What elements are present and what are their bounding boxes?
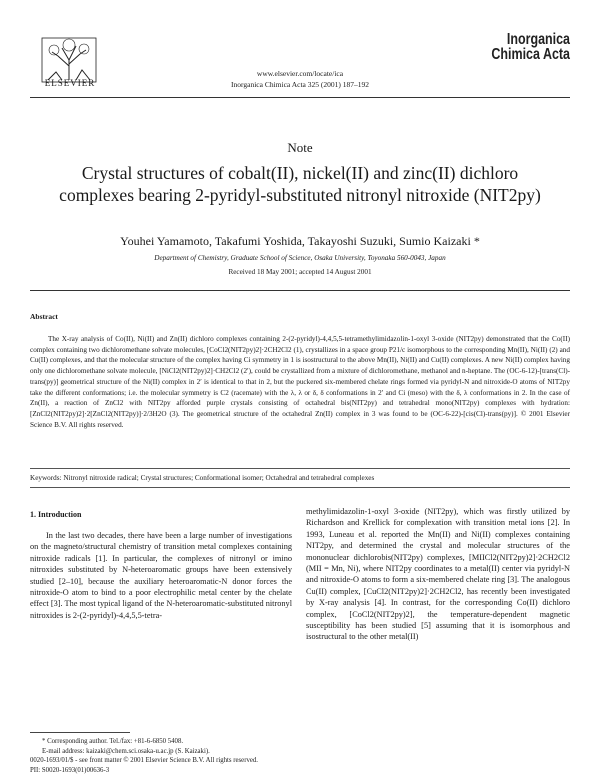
keywords-bottom-rule	[30, 487, 570, 488]
abstract-heading: Abstract	[30, 312, 58, 321]
body-column-right	[306, 506, 570, 643]
keywords-top-rule	[30, 468, 570, 469]
article-affiliation: Department of Chemistry, Graduate School of Science, Osaka University, Toyonaka 560-0043, Japan	[154, 254, 446, 262]
intro-paragraph-left: In the last two decades, there have been a large number of investigations on the magneto/structural chemistry of transition metal complexes containing nitroxide radicals [1]. In particular, the complexes of nitronyl or imino nitroxides substituted by N-heteroaromatic groups have been extensively studied [2–10], because the auxiliary heteroaromatic-N donor forces the nitroxide-O atom to bind to a poor electrophilic metal center by the chelate effect [3]. The most typical ligand of the N-heteroaromatic-substituted nitronyl nitroxides is 2-(2-pyridyl)-4,4,5,5-tetra-	[30, 531, 292, 620]
intro-paragraph-right: methylimidazolin-1-oxyl 3-oxide (NIT2py), which was firstly utilized by Richardson and Krellick for complexation with transition metal ions [2]. In 1993, Luneau et al. reported the Mn(II) and Ni(II) complexes containing NIT2py, and determined the crystal and molecular structures of the mononuclear dichlorobis(NIT2py) complexes, [MIICl2(NIT2py)2]·2CH2Cl2 (MII = Mn, Ni), where NIT2py coordinates to a metal(II) center via pyridyl-N and nitroxide-O atoms to form a six-membered chelate ring [3]. The analogous Cu(II) complex, [CuCl2(NIT2py)2]·2CH2Cl2, has recently been investigated by X-ray analysis [4]. In contrast, for the corresponding Co(II) dichloro complex, [CoCl2(NIT2py)2], the temperature-dependent magnetic susceptibility has been studied [5] assuming that it is isomorphous and isostructural to the other metal(II)	[306, 507, 570, 642]
footnote	[30, 737, 292, 756]
issn-line: 0020-1693/01/$ - see front matter © 2001 Elsevier Science B.V. All rights reserved.	[30, 757, 258, 764]
keywords: Keywords: Nitronyl nitroxide radical; Crystal structures; Conformational isomer; Octahedral and tetrahedral complexes	[30, 474, 375, 482]
section-heading-introduction: 1. Introduction	[30, 510, 82, 519]
header-rule	[30, 97, 570, 98]
body-column-left	[30, 530, 292, 621]
footnote-corresponding: * Corresponding author. Tel./fax: +81-6-6850 5408.	[42, 738, 184, 745]
article-type: Note	[287, 140, 313, 155]
abstract-text: The X-ray analysis of Co(II), Ni(II) and Zn(II) dichloro complexes containing 2-(2-pyridyl)-4,4,5,5-tetramethylimidazolin-1-oxyl 3-oxide (NIT2py) demonstrated that the Co(II) complex containing two dichloromethane solvate molecules, [CoCl2(NIT2py)2]·2CH2Cl2 (1), crystallizes in a space group P21/c isomorphous to the corresponding Mn(II), Ni(II) (2) and Cu(II) complexes, and that the molecular structure of the complex having Ci symmetry in 1 is isostructural to the above Mn(II), Ni(II) and Cu(II) complexes. A new Ni(II) complex having only one dichloromethane solvate molecule, [NiCl2(NIT2py)2]·CH2Cl2 (2′), could be crystallized from a mixture of dichloromethane, methanol and n-heptane. The (OC-6-12)-[trans(Cl)-trans(py)] geometrical structure of the Ni(II) complex in 2′ is identical to that in 2, but the puckered six-membered chelate rings formed via pyridyl-N and nitroxide-O atoms of NIT2py take the different conformations; i.e. the molecular symmetry is C2 (racemate) with the λ, λ or δ, δ conformations in 2′ and Ci (meso) with the δ, λ conformations in 2. In the case of Zn(II), a reaction of ZnCl2 with NIT2py afforded purple crystals consisting of octahedral bis(NIT2py) and tetrahedral mono(NIT2py) complexes with hydration: [ZnCl2(NIT2py)2]·2[ZnCl2(NIT2py)]·2/3H2O (3). The geometrical structure of the octahedral Zn(II) complex in 3 was found to be (OC-6-22)-[cis(Cl)-trans(py)]. © 2001 Elsevier Science B.V. All rights reserved.	[30, 335, 570, 429]
abstract-top-rule	[30, 290, 570, 291]
publisher-name: ELSEVIER	[44, 78, 96, 88]
journal-citation: Inorganica Chimica Acta 325 (2001) 187–192	[231, 80, 369, 89]
article-authors: Youhei Yamamoto, Takafumi Yoshida, Takayoshi Suzuki, Sumio Kaizaki *	[120, 234, 480, 248]
footnote-rule	[30, 732, 130, 733]
journal-title	[461, 32, 570, 62]
journal-title-line1: Inorganica	[506, 31, 570, 48]
journal-url[interactable]: www.elsevier.com/locate/ica	[256, 69, 344, 78]
footnote-email[interactable]: E-mail address: kaizaki@chem.sci.osaka-u.ac.jp (S. Kaizaki).	[42, 747, 210, 755]
bottom-metadata	[30, 756, 570, 775]
article-dates: Received 18 May 2001; accepted 14 August 2001	[228, 268, 372, 276]
pii-line: PII: S0020-1693(01)00636-3	[30, 766, 110, 774]
journal-title-line2: Chimica Acta	[491, 46, 570, 63]
article-title: Crystal structures of cobalt(II), nickel(II) and zinc(II) dichloro complexes bearing 2-pyridyl-substituted nitronyl nitroxide (NIT2py)	[59, 163, 541, 205]
